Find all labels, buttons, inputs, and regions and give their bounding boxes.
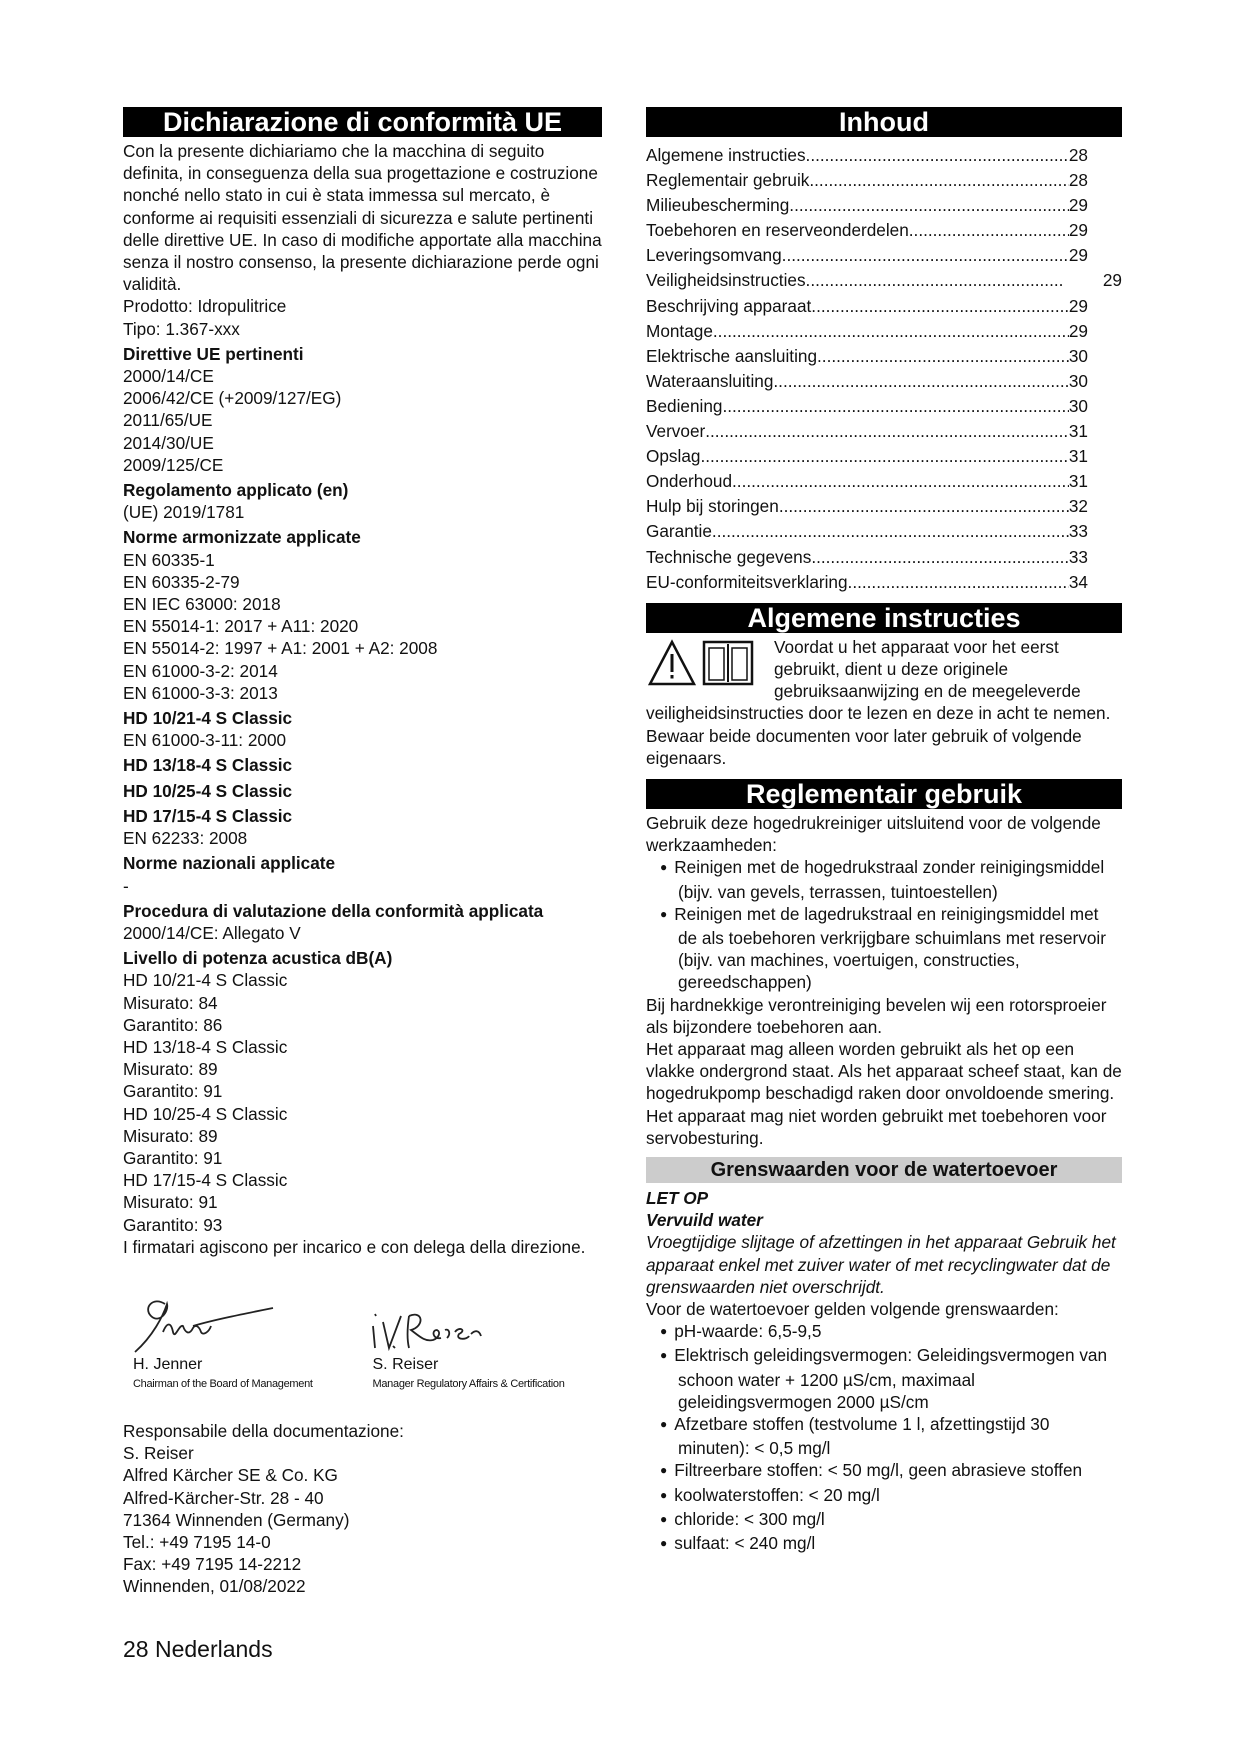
toc-entry[interactable] (646, 193, 1122, 218)
toc-entry-page: 29 (1102, 270, 1122, 291)
model-heading: HD 13/18-4 S Classic (123, 755, 293, 776)
page-footer: 28 Nederlands (123, 1636, 273, 1662)
toc-entry[interactable] (646, 143, 1122, 168)
toc-entry-title: Algemene instructies (646, 145, 806, 165)
noise-line: HD 10/25-4 S Classic (123, 1103, 288, 1124)
toc-entry[interactable] (646, 419, 1122, 444)
toc-entry-page: 28 (1068, 145, 1088, 165)
toc-entry-page: 29 (1068, 195, 1088, 216)
toc-leader-dots (811, 294, 1069, 319)
toc-leader-dots (848, 570, 1069, 595)
toc-entry[interactable] (646, 294, 1122, 319)
toc-entry-title: Veiligheidsinstructies (646, 270, 806, 291)
signature-reiser-drawing (363, 1286, 523, 1358)
toc-entry-title: Opslag (646, 446, 701, 467)
toc-leader-dots (809, 168, 1069, 193)
notice-label: LET OP (646, 1187, 709, 1208)
model-heading: HD 17/15-4 S Classic (123, 805, 293, 826)
toc-entry-title: Bediening (646, 395, 723, 416)
address-line: Winnenden, 01/08/2022 (123, 1576, 306, 1597)
toc-entry-title: Elektrische aansluiting (646, 345, 818, 366)
toc-entry-page: 34 (1068, 571, 1088, 592)
toc-entry-title: Montage (646, 320, 713, 341)
notice-title: Vervuild water (646, 1210, 763, 1231)
toc-leader-dots (806, 143, 1069, 168)
directive-item: 2000/14/CE (123, 366, 214, 387)
procedure-value: 2000/14/CE: Allegato V (123, 922, 301, 943)
signature-jenner (123, 1286, 363, 1394)
general-warning-sentence: Voordat u het apparaat voor het eerst gebruikt, dient u deze originele gebruiksaanwijzing en de meegeleverde veiligheidsinstructies door te lezen en deze in acht te nemen. (646, 636, 1111, 724)
address-line: Alfred Kärcher SE & Co. KG (123, 1465, 338, 1486)
noise-line: Misurato: 91 (123, 1192, 218, 1213)
toc-entry[interactable] (646, 344, 1122, 369)
toc-entry[interactable] (646, 570, 1122, 595)
limit-item: ● Afzetbare stoffen (testvolume 1 l, afzettingstijd 30 minuten): < 0,5 mg/l (646, 1413, 1122, 1459)
toc-entry[interactable] (646, 494, 1122, 519)
type-line: Tipo: 1.367-xxx (123, 318, 240, 339)
signatories-note: I firmatari agiscono per incarico e con delega della direzione. (123, 1236, 586, 1257)
norm-item: EN 60335-1 (123, 549, 215, 570)
noise-line: Misurato: 89 (123, 1059, 218, 1080)
noise-line: Garantito: 93 (123, 1214, 223, 1235)
usage-intro: Gebruik deze hogedrukreiniger uitsluitend voor de volgende werkzaamheden: (646, 812, 1101, 856)
toc-entry-title: Onderhoud (646, 471, 733, 492)
national-value: - (123, 875, 129, 896)
directives-list (123, 365, 602, 476)
regulation-heading: Regolamento applicato (en) (123, 480, 349, 501)
usage-paragraph: Bij hardnekkige verontreiniging bevelen wij een rotorsproeier als bijzondere toebehoren aan. (646, 994, 1107, 1037)
limit-item: ● koolwaterstoffen: < 20 mg/l (646, 1484, 1122, 1508)
toc-leader-dots (732, 469, 1069, 494)
regulation-value: (UE) 2019/1781 (123, 502, 245, 523)
toc-entry[interactable] (646, 469, 1122, 494)
signer-1-role: Chairman of the Board of Management (133, 1377, 313, 1390)
toc-entry-title: Leveringsomvang (646, 245, 782, 266)
toc-leader-dots (789, 193, 1069, 218)
notice-text: Vroegtijdige slijtage of afzettingen in het apparaat Gebruik het apparaat enkel met zuiver water of met recyclingwater dat de grenswaarden niet overschrijdt. (646, 1232, 1116, 1297)
toc-leader-dots (773, 369, 1068, 394)
toc-leader-dots (722, 394, 1068, 419)
noise-list (123, 969, 602, 1235)
toc-entry-page: 32 (1068, 496, 1088, 517)
directive-item: 2011/65/UE (123, 410, 213, 431)
limit-item: ● Elektrisch geleidingsvermogen: Geleidingsvermogen van schoon water + 1200 µS/cm, maximaal geleidingsvermogen 2000 µS/cm (646, 1344, 1122, 1413)
model-heading: HD 10/21-4 S Classic (123, 708, 293, 729)
norm-item: EN IEC 63000: 2018 (123, 594, 281, 615)
model-norm: EN 61000-3-11: 2000 (123, 730, 287, 751)
norm-item: EN 61000-3-2: 2014 (123, 660, 278, 681)
directive-item: 2006/42/CE (+2009/127/EG) (123, 388, 342, 409)
declaration-intro: Con la presente dichiariamo che la macchina di seguito definita, in conseguenza della sua progettazione e costruzione nonché nello stato in cui è stata immessa sul mercato, è conforme ai requisiti essenziali di sicurezza e salute pertinenti delle direttive UE. In caso di modifiche apportate alla macchina senza il nostro consenso, la presente dichiarazione perde ogni validità. (123, 141, 602, 295)
noise-line: HD 17/15-4 S Classic (123, 1170, 288, 1191)
noise-line: HD 10/21-4 S Classic (123, 970, 288, 991)
toc-leader-dots (806, 268, 1063, 293)
signature-reiser (363, 1286, 603, 1394)
toc-leader-dots (811, 545, 1069, 570)
address-line: S. Reiser (123, 1443, 194, 1464)
toc-entry-page: 30 (1068, 345, 1088, 366)
limit-item: ● pH-waarde: 6,5-9,5 (646, 1320, 1122, 1344)
toc-entry-title: Technische gegevens (646, 546, 812, 567)
toc-entry[interactable] (646, 168, 1122, 193)
toc-entry[interactable] (646, 243, 1122, 268)
usage-item: ● Reinigen met de lagedrukstraal en reinigingsmiddel met de als toebehoren verkrijgbare schuimlans met reservoir (bijv. van machines, voertuigen, constructies, gereedschappen) (646, 903, 1122, 994)
toc-entry-title: Vervoer (646, 421, 706, 442)
toc-entry-page: 30 (1068, 395, 1088, 416)
norm-item: EN 60335-2-79 (123, 571, 240, 592)
model-norm: EN 62233: 2008 (123, 828, 248, 849)
toc-entry-page: 31 (1068, 471, 1088, 492)
signer-2-name: S. Reiser (372, 1355, 439, 1373)
toc-entry[interactable] (646, 519, 1122, 544)
noise-line: Garantito: 91 (123, 1081, 223, 1102)
toc-entry[interactable] (646, 268, 1122, 293)
signatures (123, 1286, 602, 1394)
toc-leader-dots (713, 319, 1069, 344)
norms-heading: Norme armonizzate applicate (123, 527, 361, 548)
toc-entry-title: Milieubescherming (646, 195, 790, 216)
toc-entry-page: 33 (1068, 546, 1088, 567)
address-line: Alfred-Kärcher-Str. 28 - 40 (123, 1487, 324, 1508)
toc-entry-page: 30 (1068, 370, 1088, 391)
toc-entry[interactable] (646, 545, 1122, 570)
noise-heading: Livello di potenza acustica dB(A) (123, 948, 393, 969)
usage-list (646, 856, 1122, 993)
signature-jenner-drawing (123, 1286, 283, 1358)
declaration-title: Dichiarazione di conformità UE (123, 107, 602, 137)
noise-line: Garantito: 86 (123, 1014, 223, 1035)
toc-entry[interactable] (646, 444, 1122, 469)
limit-item: ● sulfaat: < 240 mg/l (646, 1532, 1122, 1556)
toc-leader-dots (700, 444, 1068, 469)
limit-item: ● Filtreerbare stoffen: < 50 mg/l, geen abrasieve stoffen (646, 1459, 1122, 1483)
limit-item: ● chloride: < 300 mg/l (646, 1508, 1122, 1532)
product-line: Prodotto: Idropulitrice (123, 296, 287, 317)
toc-entry-title: Beschrijving apparaat (646, 295, 812, 316)
usage-paragraph: Het apparaat mag niet worden gebruikt met toebehoren voor servobesturing. (646, 1105, 1107, 1148)
noise-line: Garantito: 91 (123, 1147, 223, 1168)
general-keep-text: Bewaar beide documenten voor later gebruik of volgende eigenaars. (646, 725, 1082, 768)
manual-column (646, 107, 1122, 1556)
warning-manual-icon (646, 636, 774, 704)
toc-entry[interactable] (646, 218, 1122, 243)
toc-entry[interactable] (646, 319, 1122, 344)
documentation-address (123, 1442, 602, 1597)
toc-entry-title: Wateraansluiting (646, 370, 774, 391)
noise-line: HD 13/18-4 S Classic (123, 1036, 288, 1057)
address-line: 71364 Winnenden (Germany) (123, 1509, 350, 1530)
norms-list (123, 549, 602, 704)
toc-entry-page: 28 (1068, 170, 1088, 191)
toc-leader-dots (817, 344, 1069, 369)
limits-title: Grenswaarden voor de watertoevoer (646, 1157, 1122, 1183)
limits-list (646, 1320, 1122, 1556)
toc-leader-dots (782, 243, 1069, 268)
documentation-heading: Responsabile della documentazione: (123, 1420, 404, 1441)
norm-item: EN 55014-2: 1997 + A1: 2001 + A2: 2008 (123, 638, 438, 659)
model-heading: HD 10/25-4 S Classic (123, 780, 293, 801)
noise-line: Misurato: 89 (123, 1125, 218, 1146)
norm-item: EN 55014-1: 2017 + A11: 2020 (123, 616, 359, 637)
address-line: Tel.: +49 7195 14-0 (123, 1531, 271, 1552)
toc-leader-dots (909, 218, 1069, 243)
toc-leader-dots (712, 519, 1069, 544)
toc-entry-page: 29 (1068, 220, 1088, 241)
procedure-heading: Procedura di valutazione della conformità applicata (123, 900, 544, 921)
toc-entry[interactable] (646, 394, 1122, 419)
directive-item: 2014/30/UE (123, 432, 214, 453)
limits-intro: Voor de watertoevoer gelden volgende grenswaarden: (646, 1298, 1059, 1319)
toc-leader-dots (779, 494, 1069, 519)
toc-entry-page: 29 (1068, 295, 1088, 316)
general-instructions-title: Algemene instructies (646, 603, 1122, 633)
declaration-column (123, 107, 602, 1598)
toc-entry-page: 33 (1068, 521, 1088, 542)
toc-title: Inhoud (646, 107, 1122, 137)
national-heading: Norme nazionali applicate (123, 853, 336, 874)
toc-leader-dots (705, 419, 1069, 444)
toc-entry-title: Garantie (646, 521, 712, 542)
toc-entry-page: 31 (1068, 421, 1088, 442)
usage-title: Reglementair gebruik (646, 779, 1122, 809)
address-line: Fax: +49 7195 14-2212 (123, 1554, 302, 1575)
usage-item: ● Reinigen met de hogedrukstraal zonder reinigingsmiddel (bijv. van gevels, terrassen, tuintoestellen) (646, 856, 1122, 902)
usage-paragraph: Het apparaat mag alleen worden gebruikt als het op een vlakke ondergrond staat. Als het apparaat scheef staat, kan de hogedrukpomp beschadigd raken door onvoldoende smering. (646, 1038, 1122, 1104)
toc-entry-page: 31 (1068, 446, 1088, 467)
signer-1-name: H. Jenner (133, 1355, 203, 1373)
toc-entry-title: EU-conformiteitsverklaring (646, 571, 848, 592)
toc-entry-title: Hulp bij storingen (646, 496, 779, 517)
table-of-contents (646, 143, 1122, 595)
toc-entry-title: Reglementair gebruik (646, 170, 810, 191)
directive-item: 2009/125/CE (123, 454, 224, 475)
signer-2-role: Manager Regulatory Affairs & Certification (372, 1377, 565, 1390)
toc-entry[interactable] (646, 369, 1122, 394)
directives-heading: Direttive UE pertinenti (123, 343, 304, 364)
toc-entry-title: Toebehoren en reserveonderdelen (646, 220, 909, 241)
noise-line: Misurato: 84 (123, 992, 218, 1013)
toc-entry-page: 29 (1068, 320, 1088, 341)
toc-entry-page: 29 (1068, 245, 1088, 266)
norm-item: EN 61000-3-3: 2013 (123, 682, 278, 703)
